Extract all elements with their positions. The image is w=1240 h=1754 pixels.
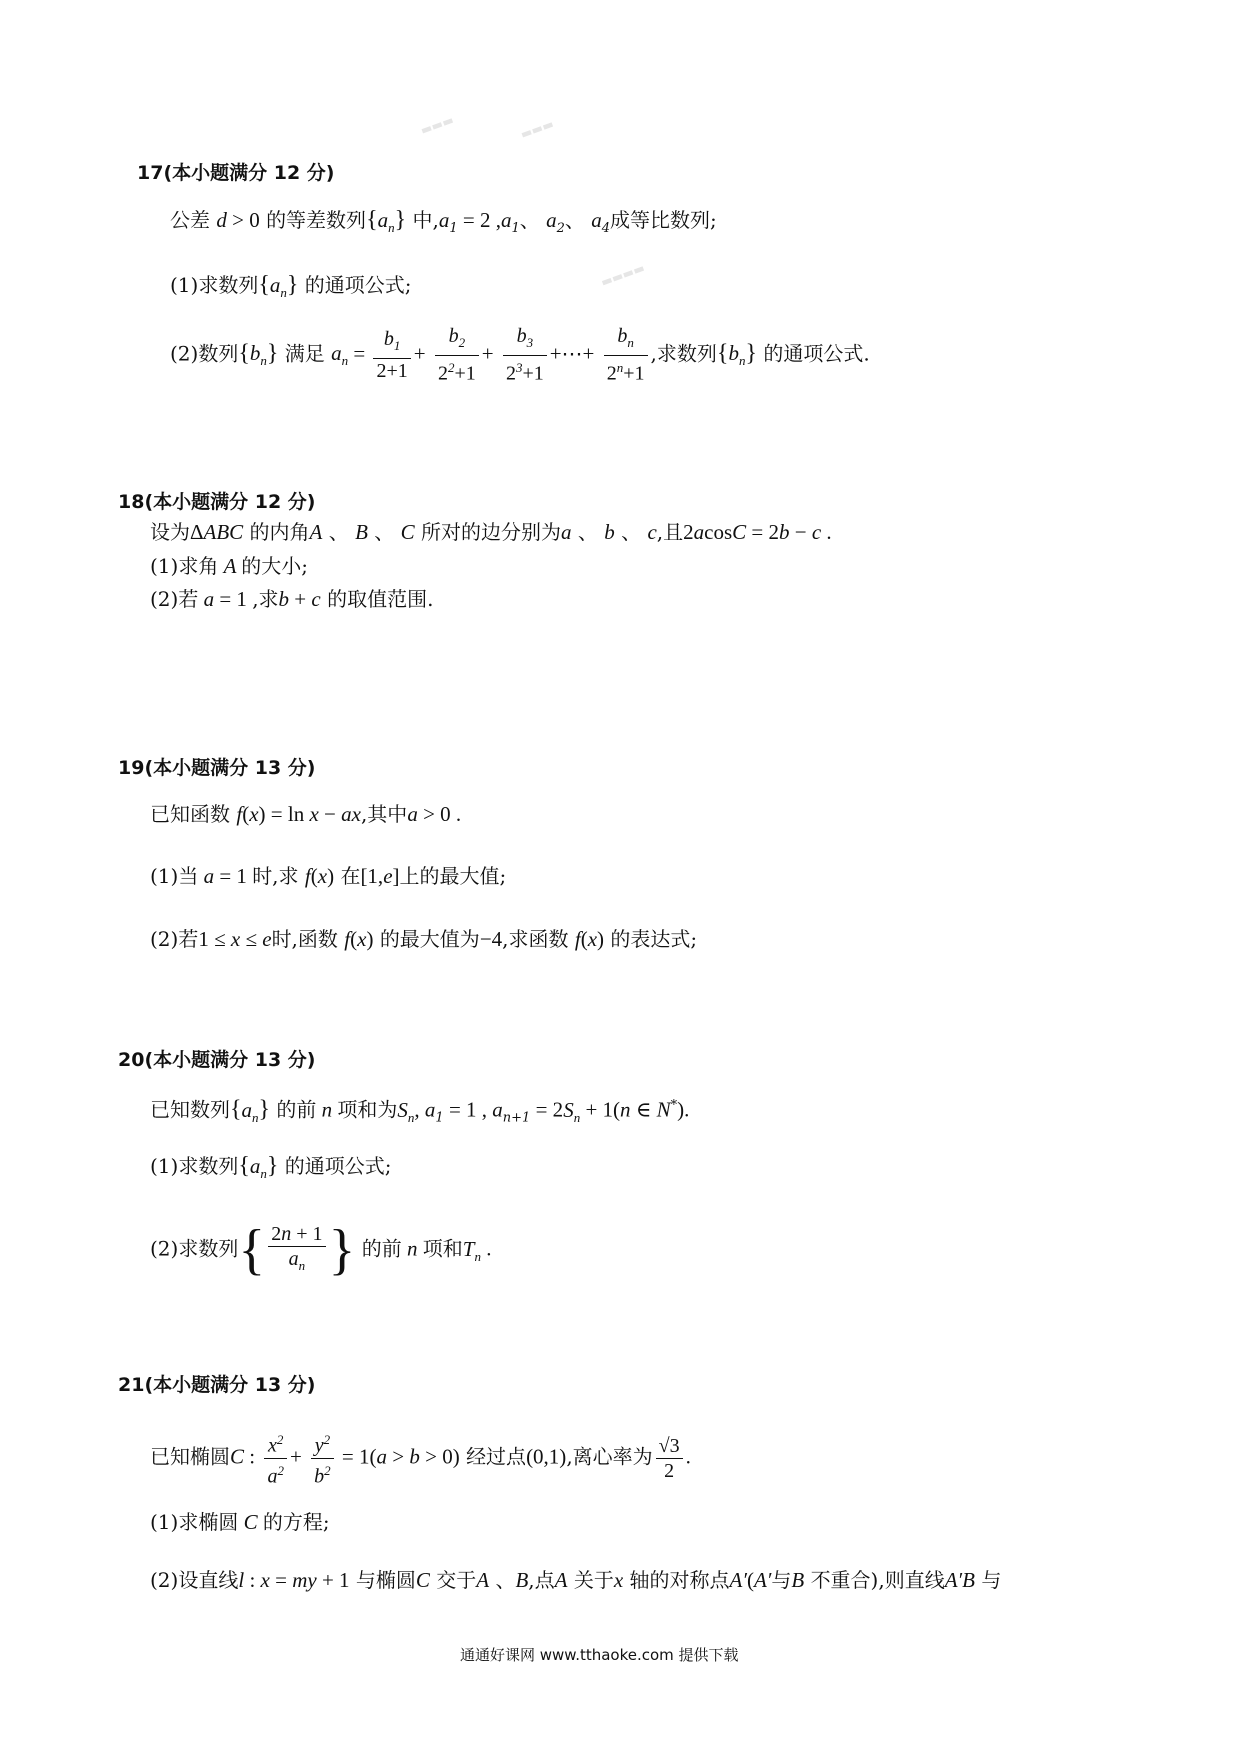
q19-part2-text: (2)若 xyxy=(150,927,199,951)
q20-part2-text: (2)求数列 xyxy=(150,1236,239,1261)
q20-stem-text: 项和为 xyxy=(337,1097,398,1122)
q17-part2-text: (2)数列 xyxy=(170,341,239,366)
q18-stem-text: 的内角 xyxy=(249,520,310,544)
q21-part2-text: 与椭圆 xyxy=(355,1568,416,1592)
q17-stem-text: 成等比数列; xyxy=(610,208,717,232)
q21-part2-text: (2)设直线 xyxy=(150,1568,239,1592)
q20-part1-text: 的通项公式; xyxy=(284,1154,392,1178)
q18-part1-text: (1)求角 xyxy=(150,554,219,578)
q18-stem-text: ,且 xyxy=(656,520,684,544)
q19-stem-text: ,其中 xyxy=(360,802,408,826)
q17-part2-text: 的通项公式. xyxy=(763,341,870,366)
q19-part2-text: 的最大值为 xyxy=(379,927,480,951)
q21-heading: 21(本小题满分 13 分) xyxy=(118,1374,316,1396)
q20-part1: (1)求数列$\{a_n\}$ 的通项公式; xyxy=(150,1153,392,1182)
q19-part1: (1)当 a = 1 时,求 f(x) 在[1,e]上的最大值; xyxy=(150,864,507,888)
q21-part1-text: (1)求椭圆 xyxy=(150,1510,239,1534)
q19-stem-text: 已知函数 xyxy=(150,802,230,826)
q19-part1-text: (1)当 xyxy=(150,864,199,888)
q21-stem-text: ,离心率为 xyxy=(566,1444,653,1469)
q19-part2-text: 的表达式; xyxy=(610,927,698,951)
q21-part1: (1)求椭圆 C 的方程; xyxy=(150,1510,330,1534)
q17-part2-text: ,求数列 xyxy=(650,341,717,366)
q19-part1-text: 上的最大值; xyxy=(399,864,507,888)
q17-part1: (1)求数列$\{a_n\}$ 的通项公式; xyxy=(170,272,412,301)
q18-part2-text: 的取值范围. xyxy=(327,587,434,611)
q18-part2-text: ,求 xyxy=(252,587,279,611)
q21-part2: (2)设直线l : x = my + 1 与椭圆C 交于A 、B,点A 关于x 轴的对称点A′(A′与B 不重合),则直线A′B 与 xyxy=(150,1568,1002,1592)
q20-part2-text: 项和 xyxy=(422,1236,463,1261)
q17-stem-text: 的等差数列 xyxy=(266,208,367,232)
q21-stem-text: 已知椭圆 xyxy=(150,1444,230,1469)
q18-stem-text: 所对的边分别为 xyxy=(421,520,562,544)
q17-stem: 公差 d > 0 的等差数列$\{a_n\}$ 中$,a_1 = 2$ $,a_1$、 $a_2$、 $a_4$成等比数列; xyxy=(170,207,717,236)
q19-stem: 已知函数 f(x) = ln x − ax,其中a > 0 . xyxy=(150,802,462,826)
q20-stem-text: 已知数列 xyxy=(150,1097,230,1122)
q20-part1-text: (1)求数列 xyxy=(150,1154,239,1178)
q21-stem-text: 经过点 xyxy=(466,1444,527,1469)
q20-stem: 已知数列$\{a_n\}$ 的前 n 项和为$S_n$, $a_1 = 1$ , $a_{n+1} = 2S_n + 1(n$ ∈ N*). xyxy=(150,1096,690,1126)
q17-heading: 17(本小题满分 12 分) xyxy=(137,162,335,184)
page-footer: 通通好课网 www.tthaoke.com 提供下载 xyxy=(460,1646,739,1664)
q17-stem-text: 中, xyxy=(412,208,439,232)
watermark: ▬▬▬▬ xyxy=(598,260,647,290)
q17-stem-text: 公差 xyxy=(170,208,210,232)
q21-part2-text: 不重合),则直线 xyxy=(810,1568,945,1592)
q19-heading: 19(本小题满分 13 分) xyxy=(118,757,316,779)
q18-part2-text: (2)若 xyxy=(150,587,199,611)
q20-stem-text: 的前 xyxy=(276,1097,317,1122)
q18-part1-text: 的大小; xyxy=(241,554,309,578)
q21-part2-text: 轴的对称点 xyxy=(629,1568,730,1592)
q18-part1: (1)求角 A 的大小; xyxy=(150,554,309,578)
q21-part2-text: 交于 xyxy=(436,1568,477,1592)
q21-part1-text: 的方程; xyxy=(262,1510,330,1534)
q21-stem: 已知椭圆C : $\frac{x^2}{a^2}$ + $\frac{y^2}{b^2}$ = 1(a > b > 0) 经过点(0,1),离心率为 $\frac{√3}{2}$ . xyxy=(150,1428,691,1488)
q18-heading: 18(本小题满分 12 分) xyxy=(118,491,316,513)
q21-part2-text: 关于 xyxy=(573,1568,614,1592)
q17-part2-text: 满足 xyxy=(284,341,325,366)
q21-part2-text: 与 xyxy=(771,1568,792,1592)
q17-part2: (2)数列$\{b_n\}$ 满足 $a_n$ = $\frac{b_1}{2+1}$ + $\frac{b_2}{2^2+1}$ + $\frac{b_3}{2^3+1}$ +⋯+ $\frac{b_n}{2^n+1}$ ,求数列$\{b_n\}$ 的通项公式. xyxy=(170,325,870,385)
q18-part2: (2)若 a = 1 ,求b + c 的取值范围. xyxy=(150,587,434,611)
q20-part2-text: 的前 xyxy=(361,1236,402,1261)
q19-part1-text: 时,求 xyxy=(252,864,299,888)
q18-stem-text: 设为 xyxy=(150,520,190,544)
q20-heading: 20(本小题满分 13 分) xyxy=(118,1049,316,1071)
q19-part1-text: 在 xyxy=(340,864,361,888)
q17-part1-text: 的通项公式; xyxy=(304,273,412,297)
q20-part2: (2)求数列{ $\frac{2n + 1}{a_n}$ } 的前 n 项和$T_n$ . xyxy=(150,1219,492,1281)
q21-part2-text: 与 xyxy=(981,1568,1002,1592)
q19-part2-text: ,求函数 xyxy=(502,927,569,951)
watermark: ▬▬▬ xyxy=(518,116,556,142)
q18-stem: 设为ΔABC 的内角A 、 B 、 C 所对的边分别为a 、 b 、 c,且2acosC = 2b − c . xyxy=(150,520,832,544)
q19-part2-text: 时,函数 xyxy=(271,927,338,951)
q17-part1-text: (1)求数列 xyxy=(170,273,259,297)
watermark: ▬▬▬ xyxy=(418,112,456,138)
q19-part2: (2)若1 ≤ x ≤ e时,函数 f(x) 的最大值为−4,求函数 f(x) 的表达式; xyxy=(150,927,698,951)
q21-part2-text: ,点 xyxy=(528,1568,555,1592)
